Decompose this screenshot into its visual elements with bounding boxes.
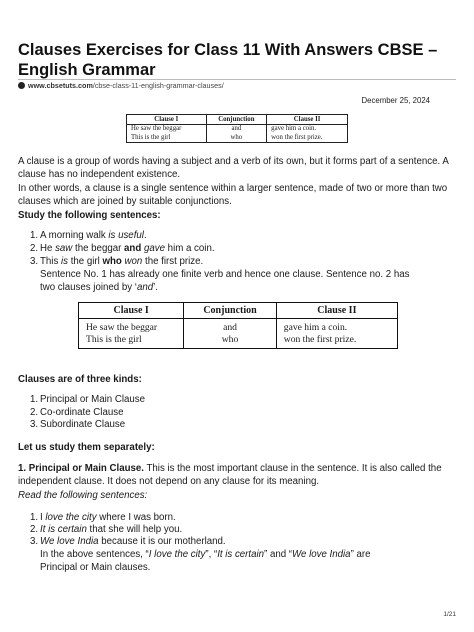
- table-header: Clause I: [79, 303, 184, 319]
- kinds-heading: Clauses are of three kinds:: [18, 374, 142, 385]
- study-heading: Study the following sentences:: [18, 210, 161, 221]
- list-item: 2. He saw the beggar and gave him a coin.: [30, 243, 215, 254]
- clause-table-large: [78, 302, 398, 349]
- table-header: Clause II: [267, 115, 348, 125]
- principal-note: In the above sentences, “I love the city”, “It is certain” and “We love India” are Principal or Main clauses.: [40, 549, 371, 573]
- table-header: Clause II: [276, 303, 397, 319]
- table-cell: won the first prize.: [267, 134, 348, 143]
- page-number: 1/21: [443, 611, 456, 618]
- list-item: 1. Principal or Main Clause: [30, 394, 145, 405]
- source-host: www.cbsetuts.com: [28, 81, 93, 90]
- table-cell: He saw the beggar: [127, 125, 207, 134]
- table-cell: gave him a coin. won the first prize.: [276, 319, 397, 349]
- list-item: 2. It is certain that she will help you.: [30, 524, 183, 535]
- publish-date: December 25, 2024: [361, 96, 430, 105]
- list-item: 3. This is the girl who won the first prize.: [30, 256, 204, 267]
- list-item: 3. Subordinate Clause: [30, 419, 126, 430]
- table-cell: and: [206, 125, 267, 134]
- list-item: 3. We love India because it is our motherland.: [30, 536, 226, 547]
- source-path: /cbse-class-11-english-grammar-clauses/: [92, 81, 224, 90]
- table-header: Conjunction: [184, 303, 277, 319]
- table-cell: and who: [184, 319, 277, 349]
- sentence-explanation: Sentence No. 1 has already one finite verb and hence one clause. Sentence no. 2 has two clauses joined by ‘and’.: [40, 269, 410, 293]
- principal-paragraph: 1. Principal or Main Clause. This is the most important clause in the sentence. It is also called the independent clause. It does not depend on any clause for its meaning. Read the following sentences:: [18, 463, 442, 501]
- section-heading: Let us study them separately:: [18, 442, 155, 453]
- intro-paragraph-2: In other words, a clause is a single sentence within a larger sentence, made of two or more than two clauses which are joined by suitable conjunctions.: [18, 183, 448, 208]
- table-cell: He saw the beggar This is the girl: [79, 319, 184, 349]
- page-title: Clauses Exercises for Class 11 With Answers CBSE – English Grammar: [18, 41, 438, 79]
- table-header: Clause I: [127, 115, 207, 125]
- intro-paragraph-1: A clause is a group of words having a subject and a verb of its own, but it forms part of a sentence. A clause has no independent existence.: [18, 156, 449, 181]
- list-item: 2. Co-ordinate Clause: [30, 407, 124, 418]
- table-cell: gave him a coin.: [267, 125, 348, 134]
- table-cell: who: [206, 134, 267, 143]
- site-logo-icon: [18, 82, 25, 89]
- table-cell: This is the girl: [127, 134, 207, 143]
- list-item: 1. I love the city where I was born.: [30, 512, 176, 523]
- title-divider: [18, 79, 456, 80]
- list-item: 1. A morning walk is useful.: [30, 230, 147, 241]
- table-header: Conjunction: [206, 115, 267, 125]
- clause-table-small: [126, 114, 348, 143]
- source-url[interactable]: [18, 81, 224, 90]
